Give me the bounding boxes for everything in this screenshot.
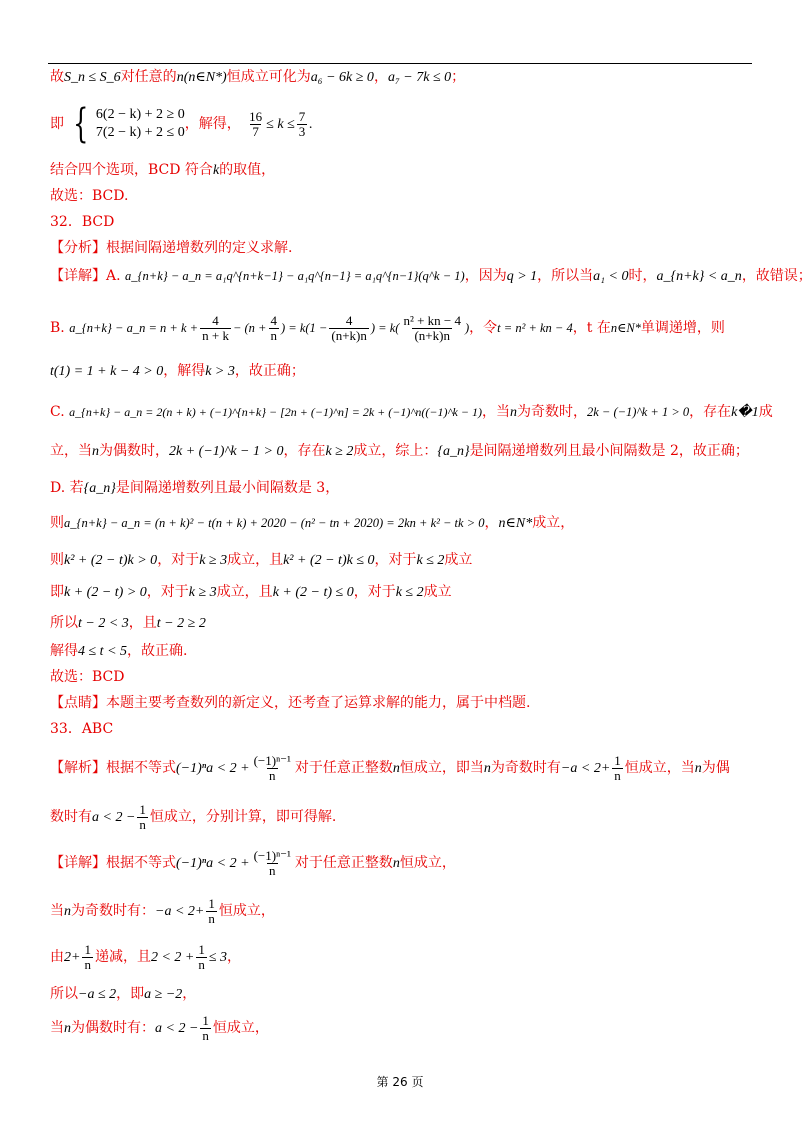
text: ，令 [469, 320, 498, 336]
denominator: n [139, 816, 146, 832]
formula: − (n + [232, 321, 267, 335]
text-line-22 [50, 799, 760, 836]
formula: S_n ≤ S_6 [64, 70, 121, 85]
formula: a_{n+k} < a_n [656, 269, 742, 284]
text: ，存在 [283, 443, 326, 459]
text: 成立，综上： [353, 443, 438, 459]
formula: n [392, 856, 400, 871]
text: D. 若 [50, 480, 84, 496]
formula: n [694, 761, 702, 776]
formula: k ≥ 2 [325, 444, 354, 459]
text: 立，当 [50, 443, 92, 459]
fraction [297, 110, 308, 139]
text-line-16 [50, 613, 760, 634]
text: ，解得 [163, 363, 206, 379]
formula: k ≤ 2 [395, 585, 424, 600]
text: A. [106, 268, 121, 284]
text: 对于任意正整数 [294, 760, 393, 776]
formula: {a_n} [83, 481, 116, 496]
text: 解得 [50, 643, 78, 659]
section-tag: 【点睛】 [50, 695, 106, 711]
text: 成立， [532, 515, 575, 531]
text: 故选：BCD. [50, 188, 129, 204]
text: 时， [628, 268, 657, 284]
text: ，对于 [146, 584, 189, 600]
text: ，对于 [157, 552, 200, 568]
formula: 2+ [64, 950, 81, 965]
denominator: n [269, 862, 276, 878]
text: 即 [50, 116, 64, 132]
text: 成立 [423, 584, 452, 600]
text: 成立，且 [216, 584, 273, 600]
text-line-25 [50, 939, 760, 976]
formula: a < 2 − [92, 810, 136, 825]
header-rule [48, 63, 752, 64]
fraction [612, 754, 623, 783]
text: 根据不等式 [106, 760, 176, 776]
denominator: 7 [252, 123, 259, 139]
text-line-9 [50, 361, 760, 382]
text-line-12 [50, 478, 760, 499]
text: 成立 [444, 552, 473, 568]
section-tag: 【分析】 [50, 240, 106, 256]
text: ，对于 [374, 552, 417, 568]
denominator: 3 [298, 123, 306, 139]
text: 为奇数时有 [490, 760, 561, 776]
denominator: n [270, 327, 277, 343]
numerator: 1 [614, 752, 621, 768]
text-line-4 [50, 186, 760, 206]
text: 本题主要考查数列的新定义，还考查了运算求解的能力，属于中档题. [106, 695, 531, 711]
text: 则 [50, 552, 64, 568]
text: 为偶 [701, 760, 730, 776]
text: ，存在 [689, 404, 732, 420]
text: 由 [50, 949, 64, 965]
text-line-13 [50, 513, 760, 534]
text: ，解得， [184, 116, 241, 132]
formula: a ≥ −2 [144, 987, 183, 1002]
formula: ) [465, 321, 470, 335]
formula: a₆ − 6k ≥ 0 [310, 70, 374, 85]
text: 对于任意正整数 [294, 855, 393, 871]
numerator: n² + kn − 4 [403, 312, 461, 328]
fraction [252, 849, 293, 878]
text: ， [227, 949, 242, 965]
numerator: 1 [208, 895, 215, 911]
system-row: 6(2 − k) + 2 ≥ 0 [95, 107, 185, 122]
formula: −a < 2+ [560, 761, 611, 776]
fraction [247, 110, 264, 139]
formula: n [392, 761, 400, 776]
numerator: 4 [212, 312, 219, 328]
formula: ) = k(1 − [281, 321, 328, 335]
formula: 4 ≤ t < 5 [78, 644, 128, 659]
text-line-11 [50, 441, 760, 462]
formula: (−1)ⁿa < 2 + [176, 761, 250, 776]
formula: n [509, 405, 517, 420]
formula: k + (2 − t) ≤ 0 [272, 585, 354, 600]
numerator: (−1)ⁿ⁻¹ [253, 847, 291, 863]
numerator: 7 [298, 108, 306, 124]
formula: a_{n+k} − a_n = 2(n + k) + (−1)^{n+k} − [2n + (−1)^n] = 2k + (−1)^n((−1)^k − 1) [69, 405, 482, 419]
comment-line [50, 693, 760, 713]
text-line-27 [50, 1010, 760, 1047]
numerator: 1 [84, 941, 91, 957]
formula: k² + (2 − t)k ≤ 0 [283, 553, 375, 568]
formula: 2 < 2 + [150, 950, 195, 965]
equation-system [68, 101, 185, 147]
numerator: 1 [202, 1012, 209, 1028]
formula: k�1 [731, 405, 759, 420]
text: 根据不等式 [106, 855, 176, 871]
section-tag: 【详解】 [50, 268, 106, 284]
answer-heading-32 [50, 212, 760, 232]
text-line-24 [50, 893, 760, 930]
text-line-1 [50, 67, 760, 88]
formula: a_{n+k} − a_n = (n + k)² − t(n + k) + 2020 − (n² − tn + 2020) = 2kn + k² − tk > 0 [64, 516, 485, 530]
formula: k ≥ 3 [199, 553, 228, 568]
text-line-18 [50, 667, 760, 687]
text: 为偶数时， [99, 443, 169, 459]
numerator: 1 [139, 801, 146, 817]
text: ，t 在 [572, 320, 611, 336]
text: 恒成立可化为 [226, 69, 311, 85]
numerator: (−1)ⁿ⁻¹ [253, 752, 291, 768]
system-row: 7(2 − k) + 2 ≤ 0 [95, 125, 185, 140]
text: 是间隔递增数列且最小间隔数是 3， [115, 480, 340, 496]
formula: a₇ − 7k ≤ 0 [387, 70, 452, 85]
formula: . [309, 117, 313, 132]
text: 为奇数时有： [71, 903, 155, 919]
text: 所以 [50, 986, 78, 1002]
text: 故选：BCD [50, 669, 125, 685]
text-line-10 [50, 402, 773, 423]
text: 当 [50, 1020, 64, 1036]
text: 结合四个选项，BCD 符合 [50, 162, 213, 178]
text: ，当 [481, 404, 510, 420]
formula: n [92, 444, 99, 459]
text-line-8 [50, 310, 760, 346]
formula: ) = k( [370, 321, 400, 335]
text: ， [182, 986, 197, 1002]
text: 恒成立，当 [624, 760, 695, 776]
formula: ≤ k ≤ [266, 117, 295, 132]
formula: q > 1 [506, 269, 538, 284]
text: 恒成立， [399, 855, 456, 871]
formula: k > 3 [205, 364, 235, 379]
denominator: (n+k)n [414, 327, 450, 343]
formula: −a < 2+ [155, 904, 205, 919]
formula: 2k + (−1)^k − 1 > 0 [169, 444, 284, 459]
text-line-7 [50, 266, 812, 287]
formula: −a ≤ 2 [78, 987, 117, 1002]
text: 恒成立，分别计算，即可得解. [149, 809, 337, 825]
text: 则 [50, 515, 64, 531]
formula: t − 2 ≥ 2 [156, 616, 206, 631]
numerator: 4 [270, 312, 277, 328]
fraction [137, 803, 148, 832]
formula: k² + (2 − t)k > 0 [64, 553, 158, 568]
text: 即 [50, 584, 64, 600]
fraction [269, 314, 280, 343]
text: 成 [758, 404, 773, 420]
text: 递减，且 [94, 949, 151, 965]
text: ，对于 [353, 584, 396, 600]
formula: n(n∈N*) [176, 70, 227, 85]
left-brace-icon: { [73, 101, 89, 147]
text: 恒成立，即当 [399, 760, 484, 776]
text: ； [451, 69, 466, 85]
text: 为偶数时有： [71, 1020, 155, 1036]
text: 的取值， [219, 162, 276, 178]
denominator: n + k [202, 327, 229, 343]
text-line-14 [50, 550, 760, 571]
formula: a < 2 − [155, 1021, 199, 1036]
text: 恒成立， [218, 903, 275, 919]
text: 为奇数时， [516, 404, 587, 420]
text: ， [373, 69, 388, 85]
text: C. [50, 404, 65, 420]
fraction [196, 943, 207, 972]
text: 当 [50, 903, 64, 919]
formula: k + (2 − t) > 0 [64, 585, 147, 600]
text: ，故正确. [127, 643, 188, 659]
text: ，所以当 [537, 268, 594, 284]
text: 对任意的 [120, 69, 177, 85]
formula: ≤ 3 [208, 950, 228, 965]
page-number: 第 26 页 [376, 1075, 424, 1089]
formula: n∈N* [498, 516, 533, 531]
denominator: (n+k)n [331, 327, 367, 343]
text: ，即 [116, 986, 145, 1002]
formula: t = n² + kn − 4 [497, 321, 573, 335]
text-line-23 [50, 845, 760, 882]
formula: t − 2 < 3 [78, 616, 129, 631]
numerator: 4 [345, 312, 353, 328]
formula: t(1) = 1 + k − 4 > 0 [50, 364, 164, 379]
text: 恒成立， [212, 1020, 269, 1036]
text: B. [50, 320, 65, 336]
denominator: n [269, 767, 276, 783]
text: 成立，且 [227, 552, 284, 568]
text-line-17 [50, 641, 760, 662]
formula: k ≤ 2 [416, 553, 445, 568]
text-line-15 [50, 582, 760, 603]
text: ，故错误； [741, 268, 812, 284]
formula: k ≥ 3 [188, 585, 217, 600]
formula: a₁ < 0 [593, 269, 629, 284]
text: ， [484, 515, 499, 531]
fraction [252, 754, 293, 783]
text-line-21 [50, 750, 760, 787]
text: 数时有 [50, 809, 92, 825]
denominator: n [202, 1027, 209, 1043]
denominator: n [208, 910, 215, 926]
section-tag: 【详解】 [50, 855, 106, 871]
fraction [401, 314, 463, 343]
fraction [200, 314, 231, 343]
formula: n [64, 904, 71, 919]
formula: k [212, 163, 220, 178]
fraction [82, 943, 93, 972]
text: 故 [50, 69, 64, 85]
text: 32．BCD [50, 214, 115, 230]
numerator: 16 [249, 108, 263, 124]
text: 根据间隔递增数列的定义求解. [106, 240, 293, 256]
fraction [200, 1014, 211, 1043]
fraction [206, 897, 217, 926]
formula: a_{n+k} − a_n = n + k + [69, 321, 199, 335]
text: ，且 [128, 615, 157, 631]
text-line-2 [50, 101, 760, 147]
text: 单调递增，则 [640, 320, 725, 336]
fraction [329, 314, 369, 343]
section-tag: 【解析】 [50, 760, 106, 776]
denominator: n [84, 956, 91, 972]
text: ，因为 [464, 268, 507, 284]
formula: (−1)ⁿa < 2 + [176, 856, 250, 871]
formula: a_{n+k} − a_n = a₁q^{n+k−1} − a₁q^{n−1} = a₁q^{n−1}(q^k − 1) [125, 269, 465, 283]
text-line-3 [50, 160, 760, 181]
denominator: n [198, 956, 205, 972]
denominator: n [614, 767, 621, 783]
formula: 2k − (−1)^k + 1 > 0 [586, 405, 690, 419]
numerator: 1 [198, 941, 205, 957]
analysis-line [50, 238, 760, 258]
text: 是间隔递增数列且最小间隔数是 2，故正确； [469, 443, 749, 459]
answer-heading-33 [50, 719, 760, 739]
formula: n [483, 761, 491, 776]
text: 所以 [50, 615, 78, 631]
formula: {a_n} [437, 444, 470, 459]
text-line-26 [50, 984, 760, 1005]
formula: n∈N* [610, 321, 641, 335]
text: ，故正确； [234, 363, 305, 379]
text: 33．ABC [50, 721, 114, 737]
formula: n [64, 1021, 71, 1036]
